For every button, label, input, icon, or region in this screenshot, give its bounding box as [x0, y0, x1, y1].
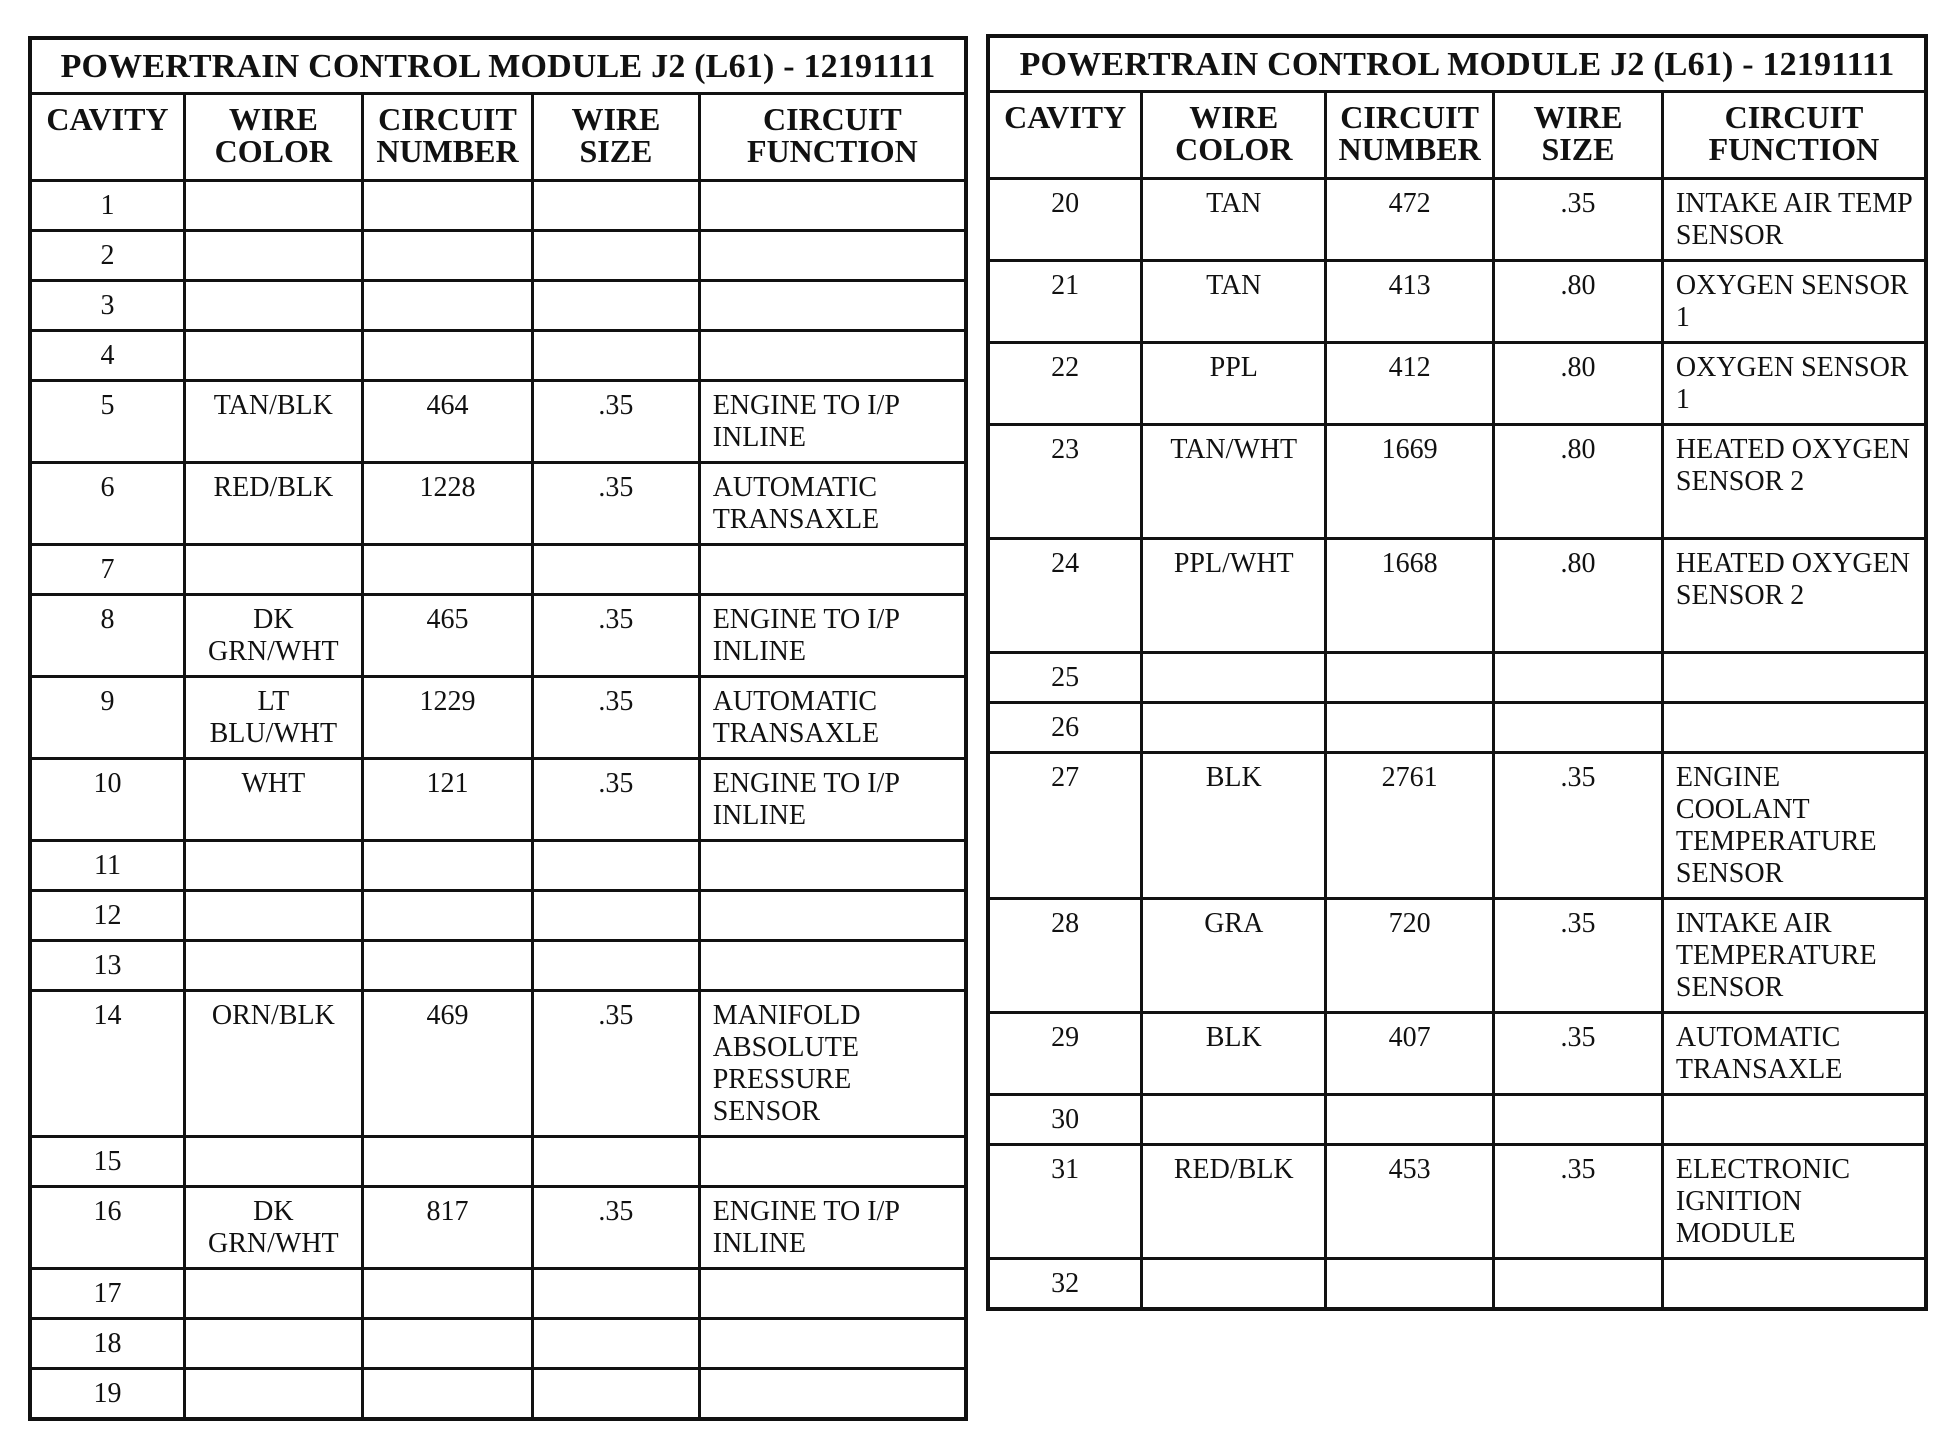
cavity-cell: 10 — [30, 759, 184, 841]
circuit-number-cell: 465 — [362, 595, 532, 677]
wire-color-cell — [184, 841, 362, 891]
col-header-wire-size: WIRE SIZE — [533, 94, 700, 181]
wire-color-cell: DK GRN/WHT — [184, 1187, 362, 1269]
circuit-number-cell — [362, 281, 532, 331]
cavity-cell: 25 — [988, 653, 1142, 703]
circuit-function-cell: HEATED OXYGEN SENSOR 2 — [1662, 425, 1926, 539]
wire-size-cell: .35 — [533, 381, 700, 463]
circuit-number-cell: 1669 — [1326, 425, 1494, 539]
col-header-wire-size: WIRE SIZE — [1494, 92, 1663, 179]
circuit-number-cell — [362, 1269, 532, 1319]
table-row — [30, 1137, 966, 1187]
cavity-cell: 13 — [30, 941, 184, 991]
wire-color-cell: RED/BLK — [184, 463, 362, 545]
table-body-right — [988, 179, 1926, 1309]
cavity-cell: 26 — [988, 703, 1142, 753]
wire-color-cell: GRA — [1142, 899, 1326, 1013]
cavity-cell: 32 — [988, 1259, 1142, 1309]
wire-color-cell — [184, 941, 362, 991]
circuit-function-cell — [699, 891, 966, 941]
circuit-function-cell: INTAKE AIR TEMP SENSOR — [1662, 179, 1926, 261]
wire-size-cell — [533, 231, 700, 281]
wire-color-cell — [184, 231, 362, 281]
circuit-function-cell — [699, 841, 966, 891]
wire-color-cell: BLK — [1142, 753, 1326, 899]
circuit-number-cell: 2761 — [1326, 753, 1494, 899]
col-header-wire-color: WIRE COLOR — [1142, 92, 1326, 179]
cavity-cell: 2 — [30, 231, 184, 281]
cavity-cell: 16 — [30, 1187, 184, 1269]
table-body-left — [30, 181, 966, 1419]
circuit-number-cell: 1228 — [362, 463, 532, 545]
wire-color-cell — [184, 545, 362, 595]
cavity-cell: 21 — [988, 261, 1142, 343]
col-header-cavity: CAVITY — [30, 94, 184, 181]
wire-size-cell: .35 — [1494, 1013, 1663, 1095]
table-row — [30, 545, 966, 595]
circuit-function-cell: OXYGEN SENSOR 1 — [1662, 343, 1926, 425]
wire-size-cell: .35 — [1494, 753, 1663, 899]
wire-color-cell: TAN/BLK — [184, 381, 362, 463]
circuit-number-cell — [362, 1319, 532, 1369]
wire-size-cell: .80 — [1494, 261, 1663, 343]
table-row — [30, 941, 966, 991]
circuit-number-cell: 817 — [362, 1187, 532, 1269]
wire-color-cell — [184, 1319, 362, 1369]
circuit-function-cell — [699, 1269, 966, 1319]
circuit-number-cell: 472 — [1326, 179, 1494, 261]
wire-color-cell: TAN — [1142, 261, 1326, 343]
circuit-number-cell — [362, 231, 532, 281]
wire-color-cell: BLK — [1142, 1013, 1326, 1095]
wire-color-cell — [184, 281, 362, 331]
circuit-function-cell: OXYGEN SENSOR 1 — [1662, 261, 1926, 343]
pinout-table-left — [28, 36, 968, 1421]
table-row — [30, 1319, 966, 1369]
circuit-number-cell — [362, 941, 532, 991]
circuit-function-cell: ENGINE TO I/P INLINE — [699, 595, 966, 677]
wire-size-cell: .35 — [533, 759, 700, 841]
wire-size-cell — [533, 331, 700, 381]
circuit-number-cell: 121 — [362, 759, 532, 841]
circuit-function-cell: AUTOMATIC TRANSAXLE — [1662, 1013, 1926, 1095]
wire-color-cell — [184, 1269, 362, 1319]
wire-size-cell — [533, 1137, 700, 1187]
table-row — [30, 181, 966, 231]
wire-color-cell: PPL — [1142, 343, 1326, 425]
wire-size-cell — [533, 941, 700, 991]
circuit-number-cell: 1229 — [362, 677, 532, 759]
cavity-cell: 9 — [30, 677, 184, 759]
table-row — [988, 899, 1926, 1013]
table-row — [30, 381, 966, 463]
circuit-number-cell: 453 — [1326, 1145, 1494, 1259]
circuit-function-cell — [699, 181, 966, 231]
wire-size-cell — [533, 1319, 700, 1369]
circuit-function-cell: ENGINE TO I/P INLINE — [699, 381, 966, 463]
wire-color-cell — [1142, 1259, 1326, 1309]
circuit-number-cell — [362, 545, 532, 595]
col-header-circuit-number: CIRCUIT NUMBER — [1326, 92, 1494, 179]
wire-color-cell — [1142, 703, 1326, 753]
wire-size-cell: .35 — [1494, 179, 1663, 261]
wire-size-cell — [533, 891, 700, 941]
cavity-cell: 28 — [988, 899, 1142, 1013]
cavity-cell: 6 — [30, 463, 184, 545]
col-header-wire-color: WIRE COLOR — [184, 94, 362, 181]
circuit-number-cell: 464 — [362, 381, 532, 463]
circuit-function-cell: MANIFOLD ABSOLUTE PRESSURE SENSOR — [699, 991, 966, 1137]
circuit-function-cell — [1662, 653, 1926, 703]
circuit-number-cell — [1326, 1259, 1494, 1309]
cavity-cell: 14 — [30, 991, 184, 1137]
cavity-cell: 4 — [30, 331, 184, 381]
circuit-number-cell: 1668 — [1326, 539, 1494, 653]
circuit-function-cell — [1662, 703, 1926, 753]
wire-size-cell: .80 — [1494, 425, 1663, 539]
table-row — [988, 343, 1926, 425]
table-title: POWERTRAIN CONTROL MODULE J2 (L61) - 12191111 — [30, 38, 966, 94]
col-header-cavity: CAVITY — [988, 92, 1142, 179]
circuit-function-cell: ENGINE TO I/P INLINE — [699, 1187, 966, 1269]
cavity-cell: 24 — [988, 539, 1142, 653]
circuit-function-cell: AUTOMATIC TRANSAXLE — [699, 677, 966, 759]
wire-size-cell — [533, 281, 700, 331]
cavity-cell: 12 — [30, 891, 184, 941]
table-row — [988, 703, 1926, 753]
wire-size-cell — [533, 1369, 700, 1419]
wire-size-cell — [1494, 1095, 1663, 1145]
table-row — [988, 653, 1926, 703]
pinout-table-right — [986, 34, 1928, 1311]
table-row — [30, 331, 966, 381]
table-row — [30, 1269, 966, 1319]
cavity-cell: 17 — [30, 1269, 184, 1319]
cavity-cell: 7 — [30, 545, 184, 595]
wire-size-cell — [1494, 1259, 1663, 1309]
circuit-number-cell — [1326, 1095, 1494, 1145]
cavity-cell: 3 — [30, 281, 184, 331]
circuit-number-cell: 413 — [1326, 261, 1494, 343]
wire-size-cell — [533, 841, 700, 891]
circuit-function-cell — [699, 1319, 966, 1369]
circuit-function-cell: ENGINE COOLANT TEMPERATURE SENSOR — [1662, 753, 1926, 899]
wire-color-cell — [184, 331, 362, 381]
left-table-panel — [28, 36, 968, 1421]
wire-size-cell — [533, 545, 700, 595]
cavity-cell: 11 — [30, 841, 184, 891]
wire-color-cell — [1142, 1095, 1326, 1145]
table-row — [30, 991, 966, 1137]
table-row — [988, 1013, 1926, 1095]
cavity-cell: 29 — [988, 1013, 1142, 1095]
col-header-circuit-function: CIRCUIT FUNCTION — [1662, 92, 1926, 179]
wire-size-cell: .80 — [1494, 343, 1663, 425]
wire-size-cell — [533, 181, 700, 231]
wire-color-cell — [184, 181, 362, 231]
circuit-function-cell: AUTOMATIC TRANSAXLE — [699, 463, 966, 545]
circuit-number-cell — [362, 331, 532, 381]
cavity-cell: 8 — [30, 595, 184, 677]
cavity-cell: 23 — [988, 425, 1142, 539]
cavity-cell: 5 — [30, 381, 184, 463]
wire-color-cell — [1142, 653, 1326, 703]
circuit-function-cell — [699, 1369, 966, 1419]
table-row — [30, 1187, 966, 1269]
wire-size-cell — [1494, 703, 1663, 753]
table-row — [30, 841, 966, 891]
wire-color-cell: RED/BLK — [1142, 1145, 1326, 1259]
cavity-cell: 15 — [30, 1137, 184, 1187]
cavity-cell: 18 — [30, 1319, 184, 1369]
circuit-function-cell: ELECTRONIC IGNITION MODULE — [1662, 1145, 1926, 1259]
table-row — [30, 891, 966, 941]
wire-color-cell — [184, 891, 362, 941]
circuit-number-cell: 407 — [1326, 1013, 1494, 1095]
table-row — [988, 1259, 1926, 1309]
table-row — [988, 261, 1926, 343]
wire-size-cell — [1494, 653, 1663, 703]
wire-size-cell: .35 — [533, 1187, 700, 1269]
wire-color-cell: TAN/WHT — [1142, 425, 1326, 539]
circuit-function-cell — [699, 941, 966, 991]
circuit-number-cell: 469 — [362, 991, 532, 1137]
wire-color-cell: TAN — [1142, 179, 1326, 261]
table-row — [30, 231, 966, 281]
wire-color-cell — [184, 1369, 362, 1419]
col-header-circuit-number: CIRCUIT NUMBER — [362, 94, 532, 181]
cavity-cell: 19 — [30, 1369, 184, 1419]
table-row — [988, 1145, 1926, 1259]
table-row — [30, 595, 966, 677]
wire-size-cell: .35 — [533, 595, 700, 677]
cavity-cell: 22 — [988, 343, 1142, 425]
table-row — [988, 1095, 1926, 1145]
circuit-function-cell — [699, 1137, 966, 1187]
table-row — [30, 759, 966, 841]
wire-color-cell: ORN/BLK — [184, 991, 362, 1137]
circuit-number-cell — [1326, 703, 1494, 753]
wire-size-cell: .35 — [533, 677, 700, 759]
circuit-function-cell — [1662, 1259, 1926, 1309]
circuit-function-cell: HEATED OXYGEN SENSOR 2 — [1662, 539, 1926, 653]
circuit-number-cell: 412 — [1326, 343, 1494, 425]
circuit-number-cell: 720 — [1326, 899, 1494, 1013]
table-row — [30, 677, 966, 759]
circuit-function-cell: ENGINE TO I/P INLINE — [699, 759, 966, 841]
wire-size-cell: .35 — [1494, 1145, 1663, 1259]
wire-size-cell: .35 — [533, 991, 700, 1137]
circuit-number-cell — [362, 891, 532, 941]
circuit-function-cell — [699, 545, 966, 595]
circuit-number-cell — [362, 181, 532, 231]
wire-size-cell: .35 — [533, 463, 700, 545]
table-row — [988, 179, 1926, 261]
circuit-number-cell — [362, 1137, 532, 1187]
wire-color-cell: PPL/WHT — [1142, 539, 1326, 653]
col-header-circuit-function: CIRCUIT FUNCTION — [699, 94, 966, 181]
wire-size-cell: .35 — [1494, 899, 1663, 1013]
table-row — [988, 539, 1926, 653]
wire-color-cell — [184, 1137, 362, 1187]
table-title: POWERTRAIN CONTROL MODULE J2 (L61) - 12191111 — [988, 36, 1926, 92]
wire-size-cell: .80 — [1494, 539, 1663, 653]
wire-color-cell: LT BLU/WHT — [184, 677, 362, 759]
circuit-function-cell — [699, 331, 966, 381]
cavity-cell: 20 — [988, 179, 1142, 261]
circuit-number-cell — [362, 1369, 532, 1419]
cavity-cell: 30 — [988, 1095, 1142, 1145]
table-row — [30, 281, 966, 331]
table-row — [988, 753, 1926, 899]
right-table-panel — [986, 34, 1928, 1311]
wire-color-cell: DK GRN/WHT — [184, 595, 362, 677]
cavity-cell: 31 — [988, 1145, 1142, 1259]
cavity-cell: 27 — [988, 753, 1142, 899]
circuit-function-cell — [699, 231, 966, 281]
circuit-function-cell: INTAKE AIR TEMPERATURE SENSOR — [1662, 899, 1926, 1013]
circuit-number-cell — [362, 841, 532, 891]
wire-size-cell — [533, 1269, 700, 1319]
circuit-number-cell — [1326, 653, 1494, 703]
cavity-cell: 1 — [30, 181, 184, 231]
table-row — [30, 463, 966, 545]
circuit-function-cell — [1662, 1095, 1926, 1145]
wire-color-cell: WHT — [184, 759, 362, 841]
circuit-function-cell — [699, 281, 966, 331]
table-row — [988, 425, 1926, 539]
table-row — [30, 1369, 966, 1419]
